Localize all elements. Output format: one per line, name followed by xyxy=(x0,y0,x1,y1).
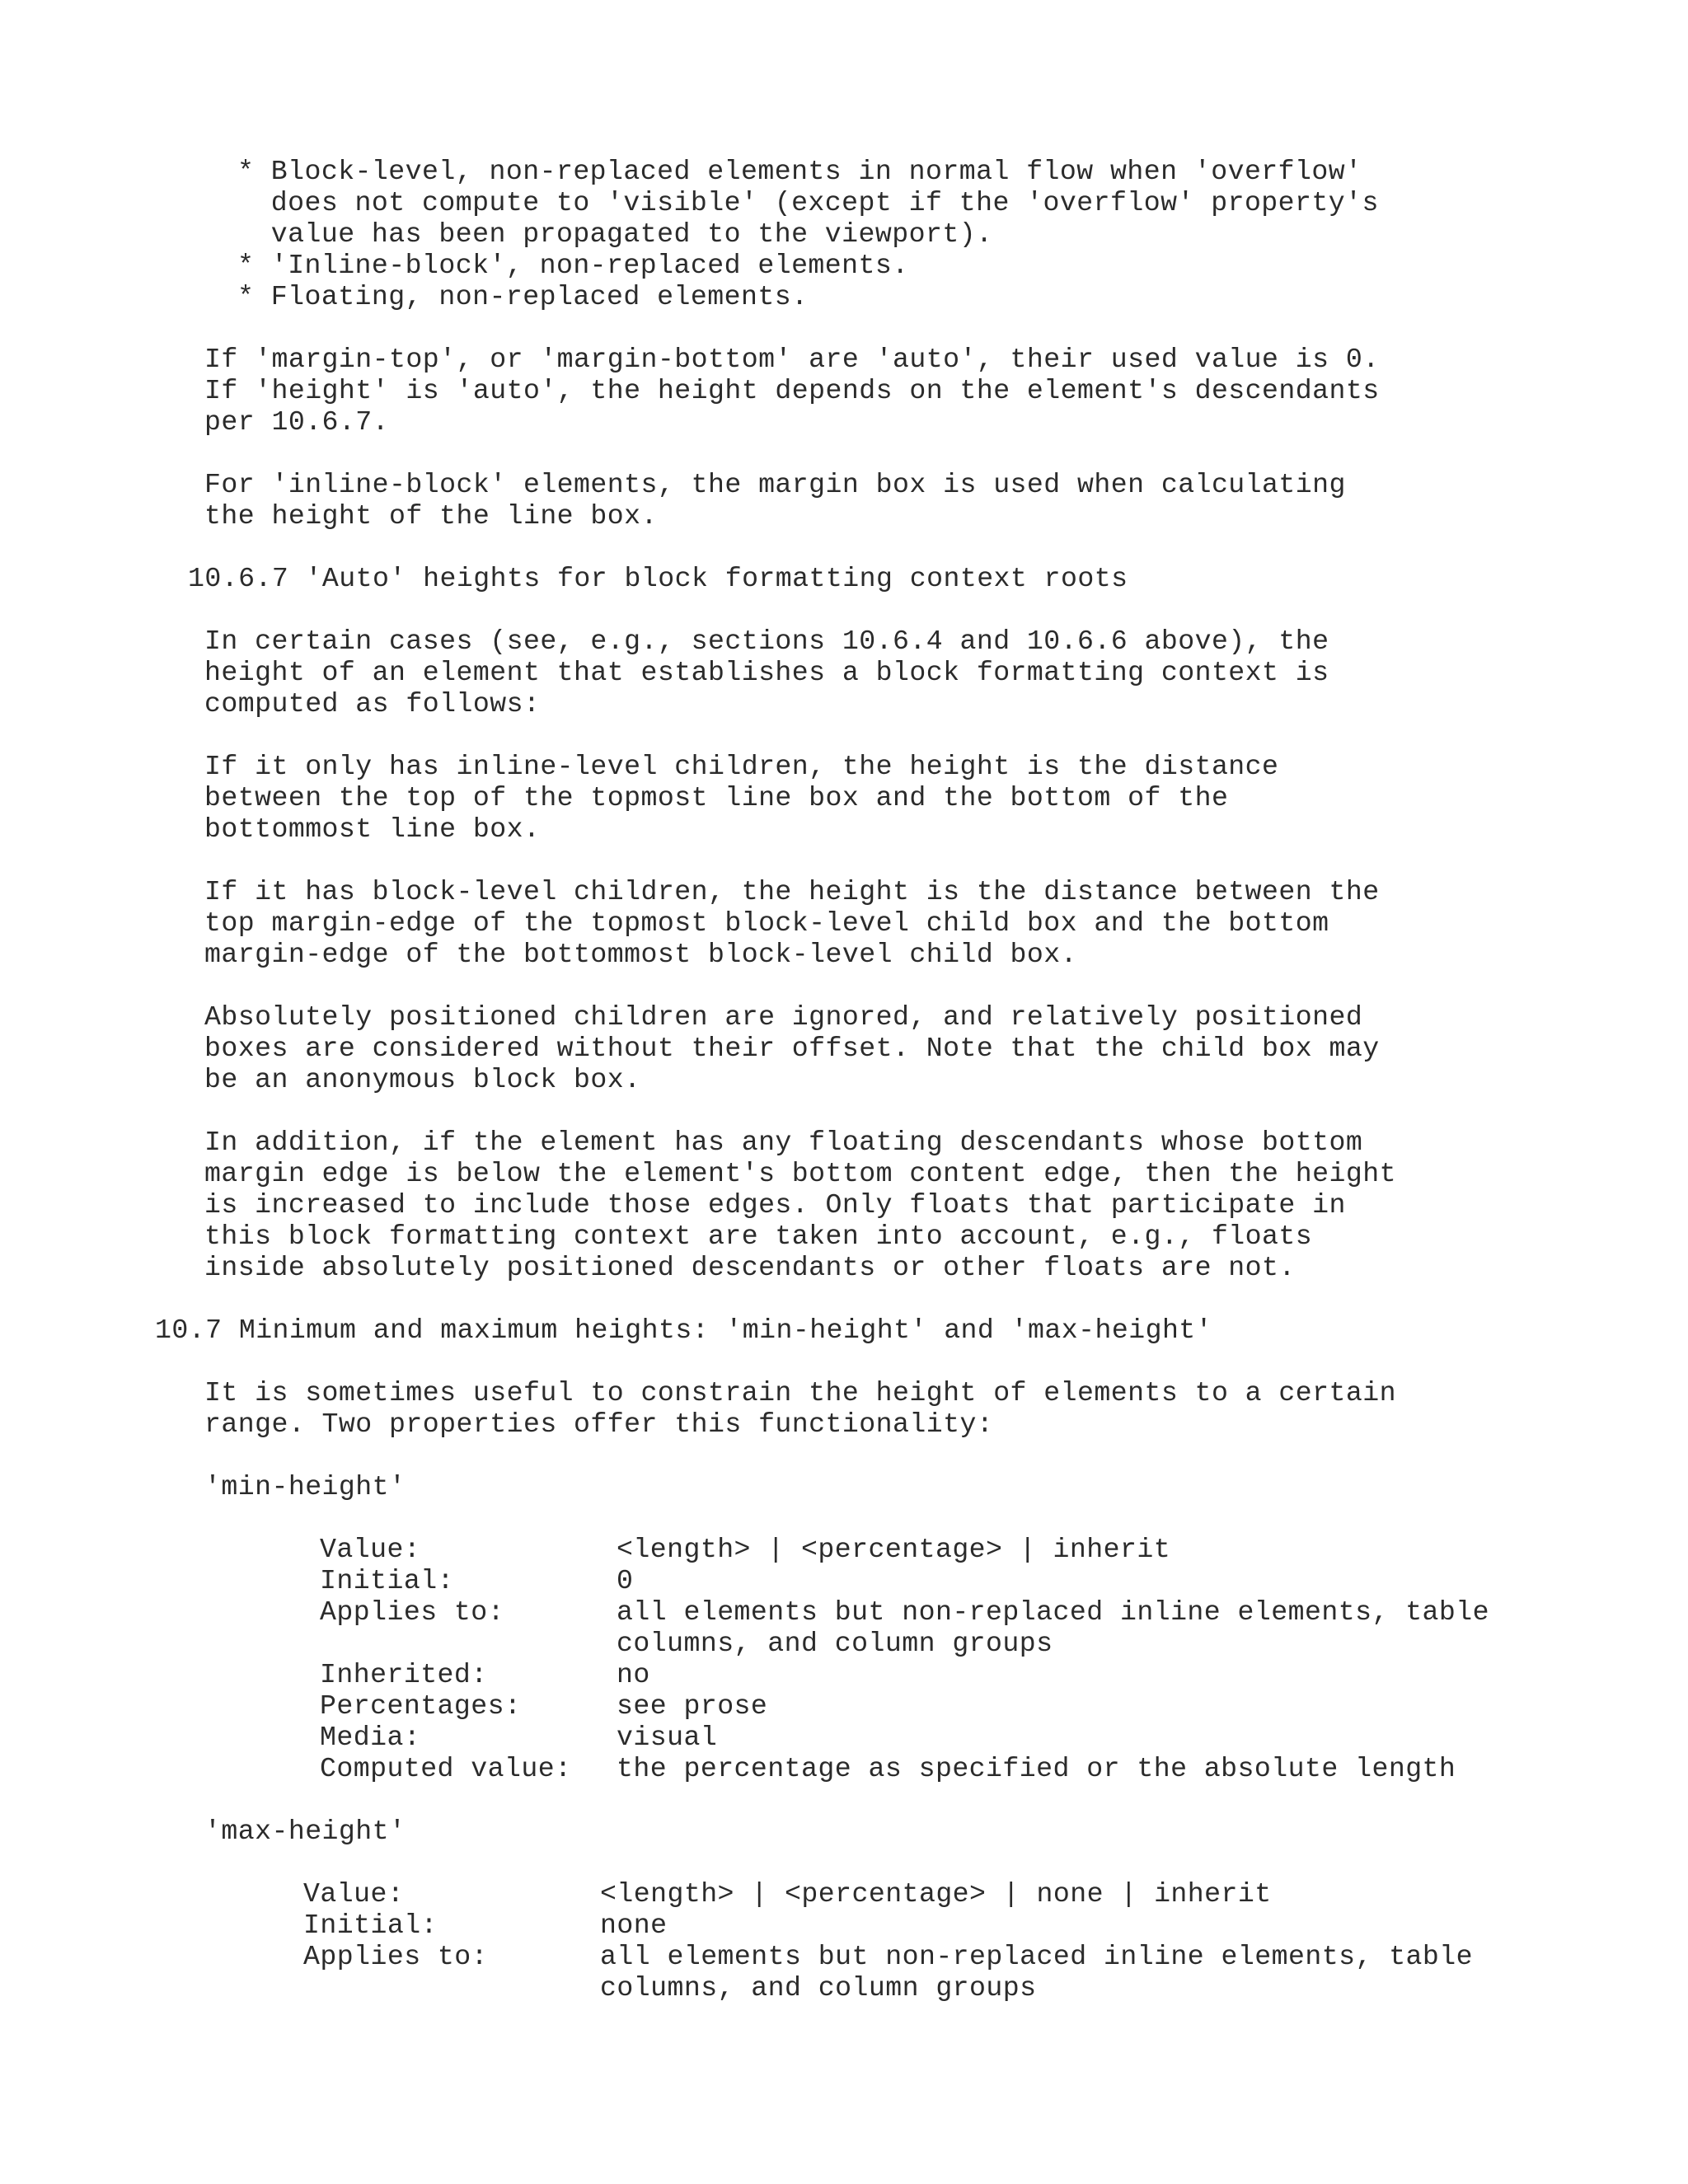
property-value: columns, and column groups xyxy=(617,1628,1053,1659)
paragraph-line: For 'inline-block' elements, the margin box is used when calculating xyxy=(204,469,1346,500)
section-heading-10-7: 10.7 Minimum and maximum heights: 'min-height' and 'max-height' xyxy=(155,1315,1213,1346)
property-value: all elements but non-replaced inline elements, table xyxy=(600,1941,1474,1972)
property-value: none xyxy=(600,1910,668,1941)
paragraph-line: height of an element that establishes a block formatting context is xyxy=(204,657,1329,688)
property-label: Value: xyxy=(303,1878,405,1910)
property-name-min-height: 'min-height' xyxy=(204,1471,406,1502)
property-value: all elements but non-replaced inline elements, table xyxy=(617,1596,1490,1628)
property-value: see prose xyxy=(617,1690,768,1722)
paragraph-line: top margin-edge of the topmost block-level child box and the bottom xyxy=(204,907,1329,939)
bullet-item-line: does not compute to 'visible' (except if the 'overflow' property's xyxy=(237,187,1379,218)
bullet-item-line: * Block-level, non-replaced elements in normal flow when 'overflow' xyxy=(237,156,1362,187)
property-value: visual xyxy=(617,1722,718,1753)
paragraph-line: If it has block-level children, the height is the distance between the xyxy=(204,876,1380,907)
property-label: Applies to: xyxy=(303,1941,489,1972)
property-label: Computed value: xyxy=(320,1753,572,1784)
paragraph-line: is increased to include those edges. Only floats that participate in xyxy=(204,1189,1346,1221)
paragraph-line: between the top of the topmost line box and the bottom of the xyxy=(204,782,1229,813)
paragraph-line: boxes are considered without their offset. Note that the child box may xyxy=(204,1033,1380,1064)
paragraph-line: If it only has inline-level children, the height is the distance xyxy=(204,751,1279,782)
paragraph-line: this block formatting context are taken into account, e.g., floats xyxy=(204,1221,1313,1252)
paragraph-line: per 10.6.7. xyxy=(204,406,390,438)
paragraph-line: margin-edge of the bottommost block-level child box. xyxy=(204,939,1078,970)
property-label: Initial: xyxy=(320,1565,454,1596)
property-value: <length> | <percentage> | none | inherit xyxy=(600,1878,1272,1910)
paragraph-line: bottommost line box. xyxy=(204,813,541,845)
property-label: Percentages: xyxy=(320,1690,522,1722)
paragraph-line: If 'margin-top', or 'margin-bottom' are 'auto', their used value is 0. xyxy=(204,344,1380,375)
property-label: Value: xyxy=(320,1534,421,1565)
paragraph-line: In addition, if the element has any floating descendants whose bottom xyxy=(204,1127,1363,1158)
property-label: Applies to: xyxy=(320,1596,505,1628)
paragraph-line: be an anonymous block box. xyxy=(204,1064,641,1095)
paragraph-line: the height of the line box. xyxy=(204,500,658,532)
property-value: <length> | <percentage> | inherit xyxy=(617,1534,1171,1565)
property-value: 0 xyxy=(617,1565,634,1596)
property-label: Media: xyxy=(320,1722,421,1753)
property-value: columns, and column groups xyxy=(600,1972,1037,2004)
paragraph-line: In certain cases (see, e.g., sections 10.6.4 and 10.6.6 above), the xyxy=(204,626,1329,657)
property-value: no xyxy=(617,1659,650,1690)
property-value: the percentage as specified or the absolute length xyxy=(617,1753,1456,1784)
section-heading-10-6-7: 10.6.7 'Auto' heights for block formatting context roots xyxy=(188,563,1128,594)
paragraph-line: margin edge is below the element's bottom content edge, then the height xyxy=(204,1158,1396,1189)
paragraph-line: computed as follows: xyxy=(204,688,541,719)
property-label: Inherited: xyxy=(320,1659,488,1690)
paragraph-line: inside absolutely positioned descendants or other floats are not. xyxy=(204,1252,1296,1283)
paragraph-line: Absolutely positioned children are ignored, and relatively positioned xyxy=(204,1001,1363,1033)
bullet-item-line: * 'Inline-block', non-replaced elements. xyxy=(237,250,909,281)
property-name-max-height: 'max-height' xyxy=(204,1816,406,1847)
property-label: Initial: xyxy=(303,1910,438,1941)
paragraph-line: range. Two properties offer this functionality: xyxy=(204,1408,994,1440)
bullet-item-line: value has been propagated to the viewport). xyxy=(237,218,993,250)
bullet-item-line: * Floating, non-replaced elements. xyxy=(237,281,809,312)
paragraph-line: It is sometimes useful to constrain the height of elements to a certain xyxy=(204,1377,1396,1408)
paragraph-line: If 'height' is 'auto', the height depends on the element's descendants xyxy=(204,375,1380,406)
